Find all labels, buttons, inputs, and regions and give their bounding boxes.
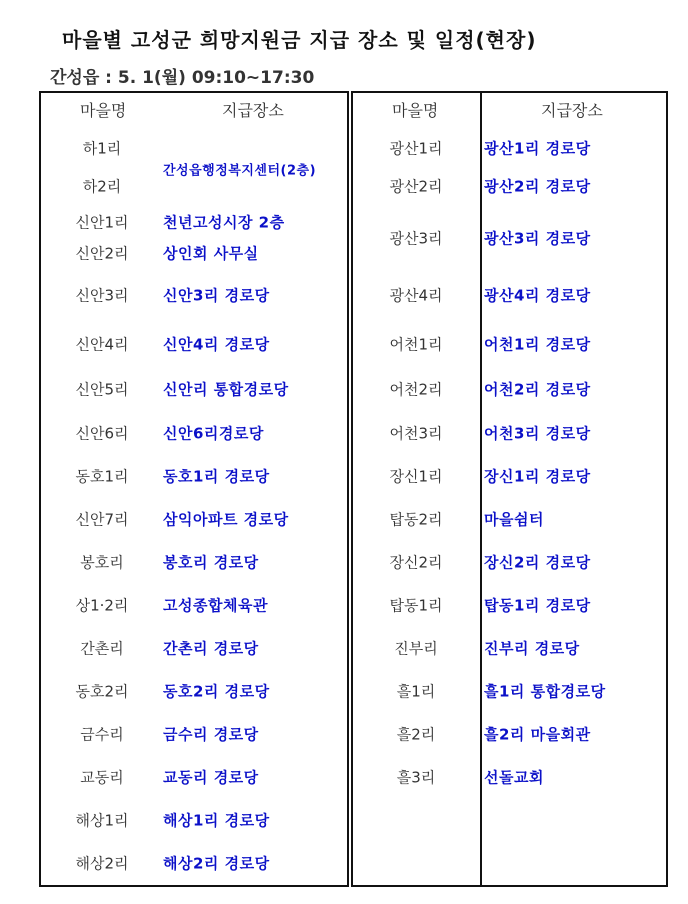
- payment-place: 흘1리 통합경로당: [484, 682, 606, 701]
- payment-place: 동호1리 경로당: [163, 467, 270, 486]
- payment-place: 광산2리 경로당: [484, 177, 591, 196]
- village-name: 장신1리: [389, 467, 443, 486]
- village-name: 진부리: [394, 639, 438, 658]
- right-village-header: 마을명: [392, 101, 439, 120]
- payment-place: 교동리 경로당: [163, 768, 259, 787]
- left-village-header: 마을명: [80, 101, 127, 120]
- village-name: 탑동1리: [389, 596, 443, 615]
- village-name: 교동리: [80, 768, 124, 787]
- village-name: 신안4리: [75, 335, 129, 354]
- schedule-table: [39, 91, 668, 887]
- payment-place: 마을쉼터: [484, 510, 544, 529]
- payment-place: 신안6리경로당: [163, 424, 264, 443]
- village-name: 신안6리: [75, 424, 129, 443]
- village-name: 금수리: [80, 725, 124, 744]
- village-name: 신안3리: [75, 286, 129, 305]
- payment-place: 광산1리 경로당: [484, 139, 591, 158]
- village-name: 탑동2리: [389, 510, 443, 529]
- payment-place: 간성읍행정복지센터(2층): [163, 163, 317, 179]
- village-name: 해상2리: [75, 854, 129, 873]
- payment-place: 신안3리 경로당: [163, 286, 270, 305]
- payment-place: 장신2리 경로당: [484, 553, 591, 572]
- village-name: 흘2리: [396, 725, 436, 744]
- village-name: 동호1리: [75, 467, 129, 486]
- payment-place: 해상1리 경로당: [163, 811, 270, 830]
- payment-place: 광산3리 경로당: [484, 229, 591, 248]
- village-name: 간촌리: [80, 639, 124, 658]
- village-name: 신안5리: [75, 380, 129, 399]
- payment-place: 신안4리 경로당: [163, 335, 270, 354]
- payment-place: 선돌교회: [484, 768, 544, 787]
- payment-place: 상인회 사무실: [163, 244, 259, 263]
- village-name: 광산2리: [389, 177, 443, 196]
- village-name: 하2리: [82, 177, 122, 196]
- payment-place: 흘2리 마을회관: [484, 725, 591, 744]
- payment-place: 신안리 통합경로당: [163, 380, 289, 399]
- payment-place: 어천1리 경로당: [484, 335, 591, 354]
- village-name: 상1·2리: [75, 596, 129, 615]
- village-name: 하1리: [82, 139, 122, 158]
- payment-place: 장신1리 경로당: [484, 467, 591, 486]
- payment-place: 진부리 경로당: [484, 639, 580, 658]
- payment-place: 천년고성시장 2층: [163, 213, 285, 232]
- payment-place: 어천3리 경로당: [484, 424, 591, 443]
- payment-place: 삼익아파트 경로당: [163, 510, 289, 529]
- left-place-header: 지급장소: [222, 101, 284, 120]
- village-name: 동호2리: [75, 682, 129, 701]
- payment-place: 탑동1리 경로당: [484, 596, 591, 615]
- payment-place: 간촌리 경로당: [163, 639, 259, 658]
- schedule-subtitle: 간성읍 : 5. 1(월) 09:10~17:30: [50, 68, 315, 88]
- village-name: 광산3리: [389, 229, 443, 248]
- village-name: 어천1리: [389, 335, 443, 354]
- village-name: 해상1리: [75, 811, 129, 830]
- payment-place: 어천2리 경로당: [484, 380, 591, 399]
- village-name: 흘1리: [396, 682, 436, 701]
- page-title: 마을별 고성군 희망지원금 지급 장소 및 일정(현장): [62, 28, 537, 52]
- village-name: 흘3리: [396, 768, 436, 787]
- payment-place: 해상2리 경로당: [163, 854, 270, 873]
- payment-place: 금수리 경로당: [163, 725, 259, 744]
- village-name: 어천3리: [389, 424, 443, 443]
- village-name: 장신2리: [389, 553, 443, 572]
- village-name: 봉호리: [80, 553, 124, 572]
- village-name: 신안7리: [75, 510, 129, 529]
- village-name: 광산4리: [389, 286, 443, 305]
- payment-place: 고성종합체육관: [163, 596, 268, 615]
- right-column-divider: [480, 91, 482, 887]
- village-name: 신안2리: [75, 244, 129, 263]
- village-name: 신안1리: [75, 213, 129, 232]
- right-place-header: 지급장소: [541, 101, 603, 120]
- village-name: 광산1리: [389, 139, 443, 158]
- payment-place: 광산4리 경로당: [484, 286, 591, 305]
- payment-place: 동호2리 경로당: [163, 682, 270, 701]
- payment-place: 봉호리 경로당: [163, 553, 259, 572]
- village-name: 어천2리: [389, 380, 443, 399]
